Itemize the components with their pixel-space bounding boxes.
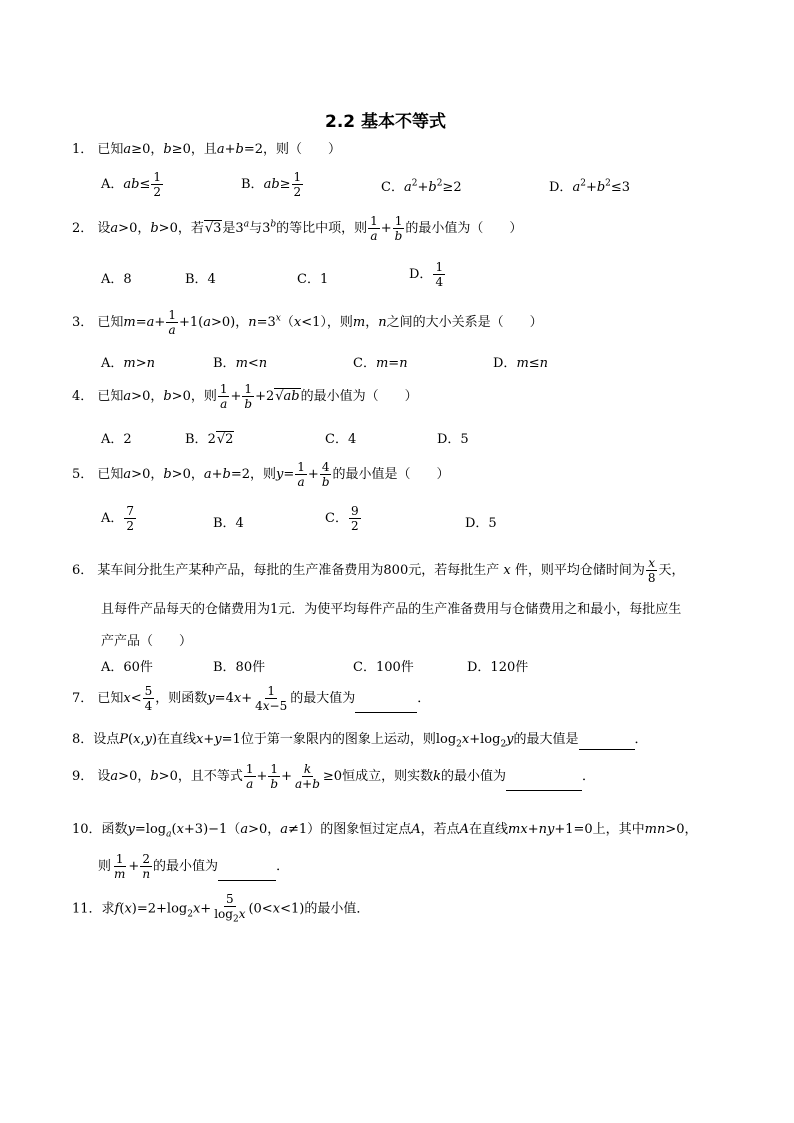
question-2: 2． 设a>0，b>0，若√3是3$^a$与3$^b$的等比中项，则 $\frac{1}{a}$ + $\frac{1}{b}$ 的最小值为（ ）: [72, 214, 523, 243]
q1-option-a-label: A．: [101, 177, 124, 192]
question-10-line-2: 则 $\frac{1}{m}$ + $\frac{2}{n}$ 的最小值为 ．: [98, 852, 290, 881]
q3-option-b: B．m<n: [213, 356, 268, 371]
q2-option-d: D． $\frac{1}{4}$: [409, 260, 444, 289]
q9-stem: 9． 设: [72, 769, 111, 784]
q1-stem: 1． 已知: [72, 142, 124, 157]
q4-option-b: B．2√2: [185, 432, 234, 447]
question-11: 11．求$f(x)=2+\log_2x+$ $\frac{5}{\log_2x}$ (0<x<1)的最小值．: [72, 892, 370, 925]
answer-blank-8[interactable]: [579, 737, 635, 750]
q4-option-d: D．5: [437, 432, 469, 447]
q2-option-b: B．4: [185, 272, 216, 287]
q8-end: ．: [634, 732, 648, 747]
q6-option-c: C．100件: [353, 660, 414, 675]
q5-option-b: B．4: [213, 516, 244, 531]
q1-option-b-label: B．: [241, 177, 264, 192]
q3-option-d: D．m≤n: [493, 356, 549, 371]
q8-mid: 在直线: [157, 732, 197, 747]
q2-option-d-label: D．: [409, 267, 433, 282]
q5-option-d: D．5: [465, 516, 497, 531]
question-6-line-2: 且每件产品每天的仓储费用为1元．为使平均每件产品的生产准备费用与仓储费用之和最小，每批应生: [101, 602, 682, 617]
q6-option-a: A．60件: [101, 660, 153, 675]
q10-mid3: 在直线: [469, 822, 509, 837]
q9-tail: 恒成立，则实数: [342, 769, 434, 784]
q2-option-a: A．8: [101, 272, 132, 287]
q8-stem: 8．设点: [72, 732, 120, 747]
q2-option-c: C．1: [297, 272, 329, 287]
q3-option-c-label: C．: [353, 356, 376, 371]
q3-option-d-label: D．: [493, 356, 517, 371]
q6-line1c-text: 天，: [658, 563, 685, 578]
q2-stem: 2． 设: [72, 221, 111, 236]
answer-blank-7[interactable]: [355, 700, 417, 713]
q3-option-b-label: B．: [213, 356, 236, 371]
q9-mid: ，且不等式: [177, 769, 243, 784]
q10-mid2: ，若点: [420, 822, 460, 837]
q4-option-a: A．2: [101, 432, 132, 447]
q5-stem: 5． 已知: [72, 467, 124, 482]
q4-option-c: C．4: [325, 432, 357, 447]
q4-stem: 4． 已知: [72, 389, 124, 404]
q3-option-a: A．m>n: [101, 356, 155, 371]
q7-stem: 7． 已知: [72, 691, 124, 706]
question-6-line-3: 产产品（ ）: [101, 634, 193, 649]
q3-option-c: C．m=n: [353, 356, 408, 371]
q3-option-a-label: A．: [101, 356, 124, 371]
page-title: 2.2 基本不等式: [325, 112, 447, 132]
question-7: 7． 已知x< $\frac{5}{4}$ ，则函数y=4x+ $\frac{1}{4x-5}$ 的最大值为 ．: [72, 684, 431, 713]
question-10-line-1: 10．函数$y=\log_a(x+3)-1(a>0$，a≠1）的图象恒过定点A，若点A在直线mx+ny+1=0上，其中mn>0，: [72, 822, 698, 840]
q6-option-d: D．120件: [467, 660, 529, 675]
answer-blank-10[interactable]: [218, 868, 276, 881]
q10-end: ．: [276, 859, 290, 874]
question-3: 3． 已知m=a+ $\frac{1}{a}$ +1(a>0)，$n=3^x(x<1)$，则m，n之间的大小关系是（ ）: [72, 308, 543, 337]
q8-tail: 的最大值是: [513, 732, 579, 747]
question-9: 9． 设a>0，b>0，且不等式 $\frac{1}{a}$ + $\frac{1}{b}$ + $\frac{k}{a+b}$ ≥0恒成立，则实数k的最小值为 ．: [72, 762, 596, 791]
q5-option-a-label: A．: [101, 511, 124, 526]
question-8: 8．设点P(x,y)在直线x+y=1位于第一象限内的图象上运动，则$\log_2x+\log_2y$的最大值是 ．: [72, 732, 648, 750]
question-1: 1． 已知a≥0，b≥0，且a+b=2，则（ ）: [72, 142, 342, 157]
q7-end: ．: [417, 691, 431, 706]
q10-tail: 的最小值为: [153, 859, 219, 874]
question-4: 4． 已知a>0，b>0，则 $\frac{1}{a}$ + $\frac{1}{b}$ +2√ab的最小值为（ ）: [72, 382, 418, 411]
q10-stem: 10．函数: [72, 822, 128, 837]
q5-option-c: C． $\frac{9}{2}$: [325, 504, 359, 533]
q9-tail2: 的最小值为: [440, 769, 506, 784]
q5-option-c-label: C．: [325, 511, 348, 526]
q1-option-d: D．$a^2+b^2\le 3$: [549, 178, 631, 195]
q5-option-a: A． $\frac{7}{2}$: [101, 504, 135, 533]
q7-mid: ，则函数: [155, 691, 208, 706]
q8-mid2: 位于第一象限内的图象上运动，则: [240, 732, 436, 747]
q11-stem: 11．求: [72, 901, 115, 917]
q7-tail: 的最大值为: [290, 691, 356, 706]
q6-option-b: B．80件: [213, 660, 266, 675]
q1-option-a: A．ab≤ $\frac{1}{2}$: [101, 170, 162, 199]
q4-option-b-label: B．: [185, 432, 208, 447]
answer-blank-9[interactable]: [506, 778, 582, 791]
q10-mid: 的图象恒过定点: [320, 822, 412, 837]
q9-end: ．: [582, 769, 596, 784]
q1-option-b: B．ab≥ $\frac{1}{2}$: [241, 170, 302, 199]
q1-option-d-label: D．: [549, 180, 573, 195]
q10-mid4: 上，其中: [592, 822, 645, 837]
question-6-line-1: 6． 某车间分批生产某种产品，每批的生产准备费用为800元，若每批生产 x 件，则平均仓储时间为 $\frac{x}{8}$ 天，: [72, 556, 685, 585]
question-5: 5． 已知a>0，b>0，a+b=2，则y= $\frac{1}{a}$ + $\frac{4}{b}$ 的最小值是（ ）: [72, 460, 450, 489]
q3-stem: 3． 已知: [72, 315, 124, 330]
q11-tail: 的最小值．: [304, 901, 370, 917]
q6-line1b-text: 件，则平均仓储时间为: [514, 563, 645, 578]
q6-line1-text: 6． 某车间分批生产某种产品，每批的生产准备费用为800元，若每批生产: [72, 563, 500, 578]
q10-line2: 则: [98, 859, 112, 874]
q1-option-c-label: C．: [381, 180, 404, 195]
q1-option-c: C．$a^2+b^2\ge 2$: [381, 178, 462, 195]
